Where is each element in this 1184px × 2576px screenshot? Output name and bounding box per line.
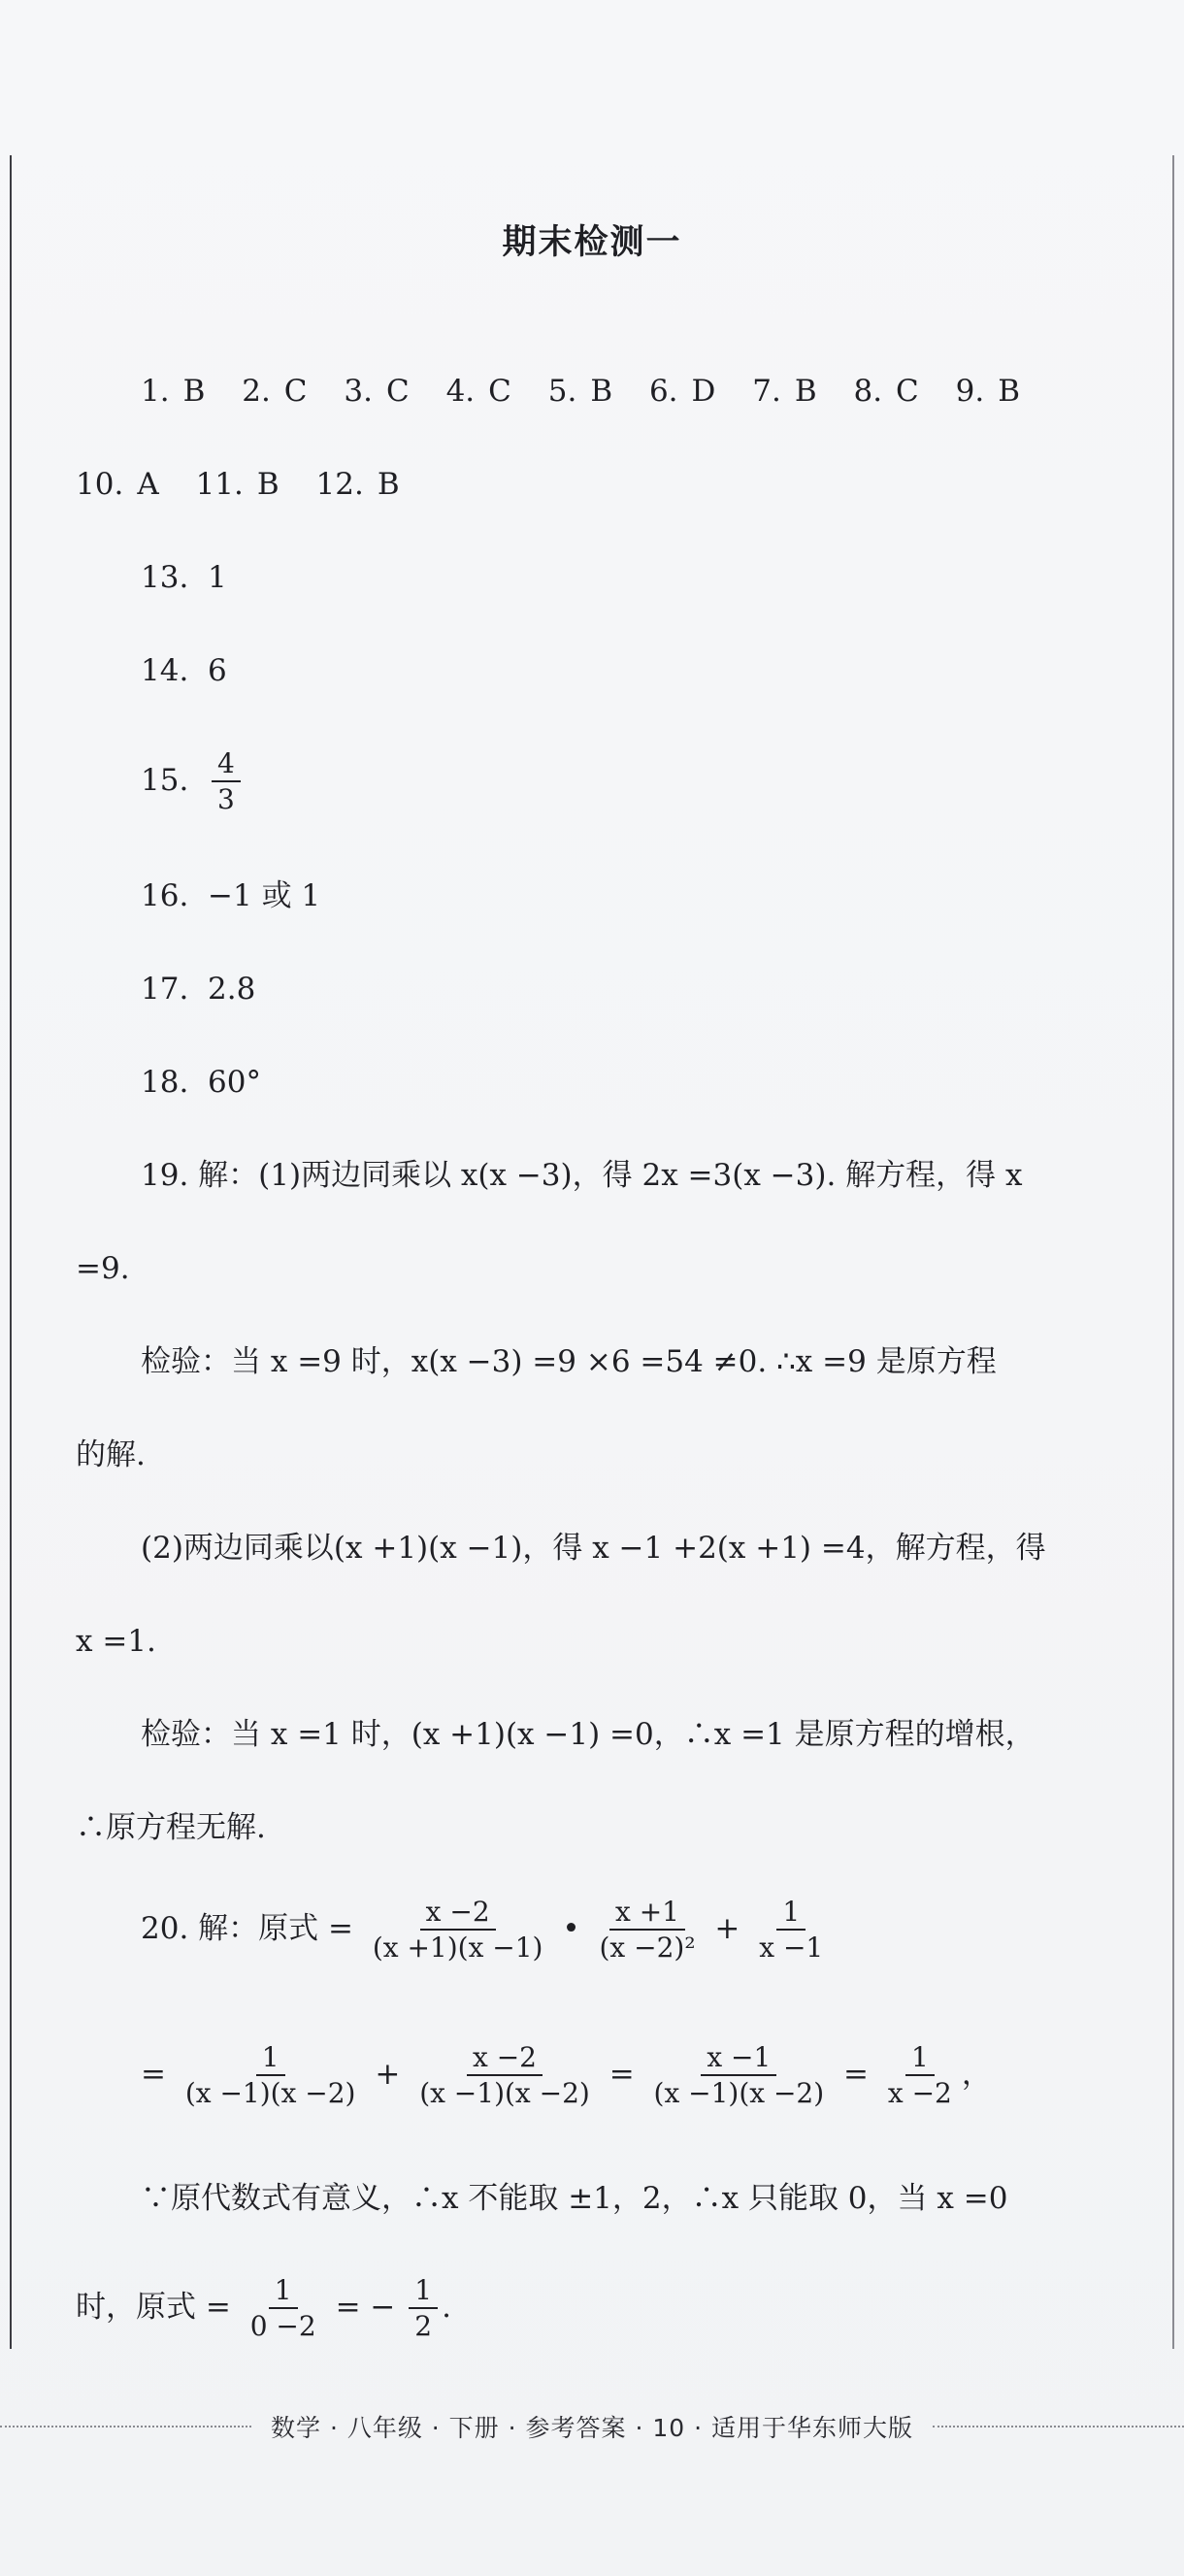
q19-line-5: (2)两边同乘以(x +1)(x −1)，得 x −1 +2(x +1) =4，解方程，得 [141, 1531, 1046, 1566]
q19-line-8: ∴原方程无解. [76, 1810, 266, 1845]
fraction: $\frac{x -2}{(x -1)(x -2)}$ [419, 2041, 590, 2110]
mc-answers-row-1 [141, 374, 1047, 409]
mc-answer: 5. B [547, 374, 613, 409]
page-footer [0, 2407, 1184, 2446]
q19-line-3: 检验：当 x =9 时，x(x −3) =9 ×6 =54 ≠0. ∴x =9 是原方程 [141, 1344, 997, 1379]
answer-15: 15. $\frac{4}{3}$ [141, 749, 245, 814]
mc-answer: 6. D [648, 374, 716, 409]
mc-answer: 12. B [315, 467, 400, 502]
fraction: $\frac{x -2}{(x +1)(x -1)}$ [372, 1896, 543, 1965]
q20-line-1: 20. 解：原式 = $\frac{x -2}{(x +1)(x -1)}$ • $\frac{x +1}{\text{(x −2)²}}$ + $\frac{1}{x -1}$ [141, 1898, 833, 1963]
q19-line-2: =9. [76, 1251, 130, 1286]
left-margin-line [10, 155, 12, 2349]
q19-line-1: 19. 解：(1)两边同乘以 x(x −3)，得 2x =3(x −3). 解方程，得 x [141, 1158, 1023, 1193]
fraction: $\frac{1}{x -1}$ [759, 1896, 824, 1965]
q19-line-4: 的解. [76, 1437, 146, 1472]
mc-answers-row-2 [76, 467, 427, 502]
mc-answer: 7. B [752, 374, 817, 409]
q20-line-3: ∵原代数式有意义，∴x 不能取 ±1，2，∴x 只能取 0，当 x =0 [141, 2181, 1008, 2216]
mc-answer: 2. C [242, 374, 308, 409]
footer-dotted-rule-left [0, 2426, 251, 2427]
fraction: $\frac{1}{x -2}$ [887, 2041, 952, 2110]
answer-16: 16. −1 或 1 [141, 878, 321, 913]
q20-line-2: = $\frac{1}{(x -1)(x -2)}$ + $\frac{x -2}{(x -1)(x -2)}$ = $\frac{x -1}{(x -1)(x -2)}$ = $\frac{1}{x -2}$ ， [141, 2041, 992, 2110]
q19-line-7: 检验：当 x =1 时，(x +1)(x −1) =0，∴x =1 是原方程的增根， [141, 1717, 1036, 1752]
mc-answer: 3. C [344, 374, 410, 409]
answer-17: 17. 2.8 [141, 972, 256, 1007]
mc-answer: 10. A [76, 467, 159, 502]
fraction: $\frac{1}{2}$ [409, 2276, 438, 2341]
fraction: $\frac{1}{0 -2}$ [249, 2274, 316, 2343]
fraction: $\frac{x +1}{\text{(x −2)²}}$ [599, 1896, 696, 1965]
footer-text: 数学 · 八年级 · 下册 · 参考答案 · 10 · 适用于华东师大版 [271, 2414, 914, 2442]
mc-answer: 9. B [955, 374, 1020, 409]
page-title: 期末检测一 [502, 223, 682, 262]
mc-answer: 8. C [853, 374, 919, 409]
q20-line-4: 时，原式 = $\frac{1}{0 -2}$ = − $\frac{1}{2}$ . [76, 2274, 451, 2343]
mc-answer: 4. C [445, 374, 511, 409]
answer-18: 18. 60° [141, 1065, 261, 1100]
answer-13: 13. 1 [141, 560, 227, 595]
fraction: $\frac{x -1}{(x -1)(x -2)}$ [653, 2041, 825, 2110]
fraction: $\frac{1}{(x -1)(x -2)}$ [184, 2041, 356, 2110]
mc-answer: 1. B [141, 374, 206, 409]
right-margin-line [1172, 155, 1174, 2349]
fraction: $\frac{4}{3}$ [212, 749, 241, 814]
mc-answer: 11. B [195, 467, 280, 502]
footer-dotted-rule-right [933, 2426, 1184, 2427]
q19-line-6: x =1. [76, 1624, 156, 1659]
answer-14: 14. 6 [141, 653, 227, 688]
